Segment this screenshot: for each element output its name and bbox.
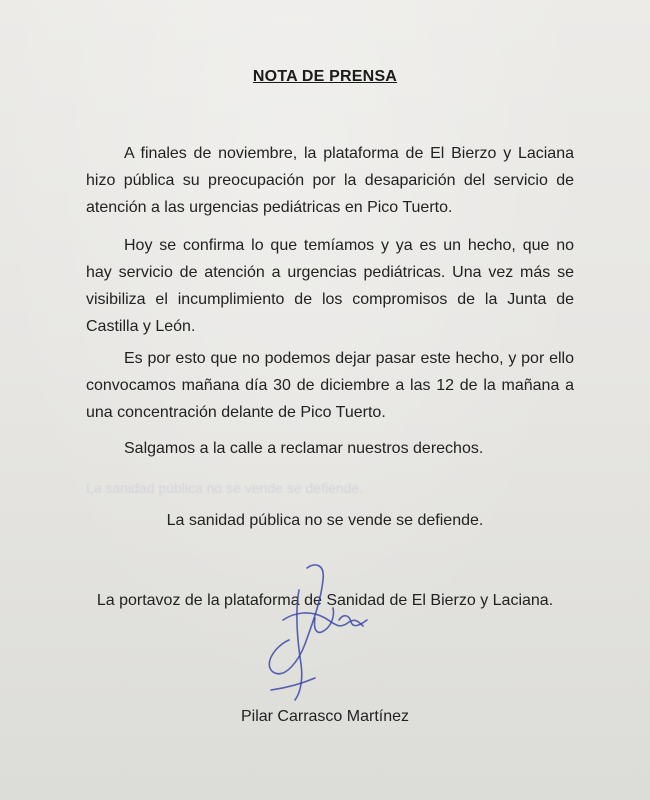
paragraph-3-text: Es por esto que no podemos dejar pasar este hecho, y por ello convocamos mañana día 30 de diciembre a las 12 de la mañana a una concentración delante de Pico Tuerto. [86, 350, 574, 421]
signer-name: Pilar Carrasco Martínez [240, 708, 410, 725]
show-through-text: La sanidad pública no se vende se defiende. [86, 480, 364, 496]
handwritten-signature [255, 560, 375, 710]
document-title: NOTA DE PRENSA [252, 68, 398, 85]
paragraph-2-text: Hoy se confirma lo que temíamos y ya es un hecho, que no hay servicio de atención a urgencias pediátricas. Una vez más se visibiliza el incumplimiento de los compromisos de la Junta de Castilla y León. [86, 237, 574, 335]
slogan-line: La sanidad pública no se vende se defiende. [166, 512, 484, 529]
paragraph-1 [86, 140, 574, 221]
paragraph-4 [86, 435, 574, 462]
paragraph-4-text: Salgamos a la calle a reclamar nuestros derechos. [124, 440, 484, 457]
paragraph-1-text: A finales de noviembre, la plataforma de El Bierzo y Laciana hizo pública su preocupación por la desaparición del servicio de atención a las urgencias pediátricas en Pico Tuerto. [86, 145, 574, 216]
spokesperson-line: La portavoz de la plataforma de Sanidad de El Bierzo y Laciana. [96, 592, 554, 609]
paragraph-3 [86, 345, 574, 426]
paragraph-2 [86, 232, 574, 340]
